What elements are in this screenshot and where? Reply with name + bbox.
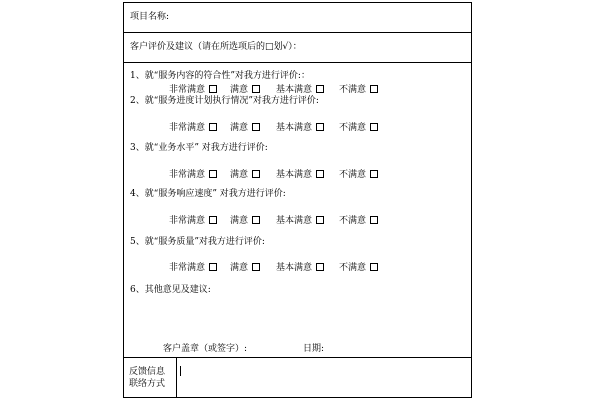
checkbox-icon[interactable]	[316, 170, 324, 178]
checkbox-icon[interactable]	[316, 85, 324, 93]
questions-section	[124, 63, 471, 358]
contact-method-label: 联络方式	[129, 379, 166, 389]
q3-option-unsatisfied[interactable]	[339, 167, 378, 180]
question-2-label: 2、就“服务进度计划执行情况”对我方进行评价:	[130, 96, 319, 106]
checkbox-icon[interactable]	[209, 85, 217, 93]
q2-option-very-satisfied[interactable]	[169, 120, 217, 133]
checkbox-icon[interactable]	[209, 170, 217, 178]
q4-option-satisfied[interactable]	[230, 213, 260, 226]
option-label: 非常满意	[169, 263, 206, 273]
q3-option-basically-satisfied[interactable]	[276, 167, 324, 180]
question-3-label: 3、就“业务水平” 对我方进行评价:	[130, 143, 268, 153]
feedback-info-label: 反馈信息	[129, 367, 166, 377]
q5-option-basically-satisfied[interactable]	[276, 260, 324, 273]
evaluation-title-row	[124, 33, 471, 63]
option-label: 满意	[230, 263, 249, 273]
customer-feedback-form	[123, 2, 472, 398]
option-label: 满意	[230, 85, 249, 95]
q3-option-very-satisfied[interactable]	[169, 167, 217, 180]
option-label: 不满意	[339, 263, 367, 273]
checkbox-icon[interactable]	[209, 123, 217, 131]
checkbox-icon[interactable]	[252, 85, 260, 93]
checkbox-icon[interactable]	[209, 263, 217, 271]
checkbox-icon[interactable]	[316, 123, 324, 131]
option-label: 基本满意	[276, 216, 313, 226]
customer-stamp-label: 客户盖章（或签字）:	[163, 344, 248, 354]
option-label: 不满意	[339, 85, 367, 95]
evaluation-title: 客户评价及建议（请在所选项后的□划√）：	[130, 42, 302, 52]
option-label: 非常满意	[169, 216, 206, 226]
q1-option-satisfied[interactable]	[230, 82, 260, 95]
option-label: 基本满意	[276, 85, 313, 95]
option-label: 非常满意	[169, 85, 206, 95]
question-5-label: 5、就“服务质量”对我方进行评价:	[130, 237, 265, 247]
option-label: 满意	[230, 123, 249, 133]
checkbox-icon[interactable]	[316, 216, 324, 224]
q5-option-unsatisfied[interactable]	[339, 260, 378, 273]
q4-option-unsatisfied[interactable]	[339, 213, 378, 226]
question-1-label: 1、就“服务内容的符合性”对我方进行评价:：	[130, 71, 310, 81]
project-name-row	[124, 3, 471, 33]
option-label: 满意	[230, 216, 249, 226]
q4-option-basically-satisfied[interactable]	[276, 213, 324, 226]
checkbox-icon[interactable]	[209, 216, 217, 224]
project-name-label: 项目名称:	[130, 12, 170, 22]
q1-option-very-satisfied[interactable]	[169, 82, 217, 95]
checkbox-icon[interactable]	[370, 216, 378, 224]
checkbox-icon[interactable]	[370, 85, 378, 93]
option-label: 满意	[230, 170, 249, 180]
option-label: 非常满意	[169, 123, 206, 133]
date-label: 日期:	[303, 344, 325, 354]
q4-option-very-satisfied[interactable]	[169, 213, 217, 226]
option-label: 基本满意	[276, 263, 313, 273]
option-label: 不满意	[339, 216, 367, 226]
checkbox-icon[interactable]	[252, 216, 260, 224]
q2-option-unsatisfied[interactable]	[339, 120, 378, 133]
q3-option-satisfied[interactable]	[230, 167, 260, 180]
checkbox-icon[interactable]	[370, 263, 378, 271]
checkbox-icon[interactable]	[252, 170, 260, 178]
feedback-contact-row	[124, 358, 471, 397]
option-label: 不满意	[339, 170, 367, 180]
q5-option-satisfied[interactable]	[230, 260, 260, 273]
column-divider	[176, 358, 177, 397]
option-label: 基本满意	[276, 170, 313, 180]
checkbox-icon[interactable]	[316, 263, 324, 271]
other-suggestions-label: 6、其他意见及建议:	[130, 285, 211, 295]
checkbox-icon[interactable]	[370, 123, 378, 131]
q5-option-very-satisfied[interactable]	[169, 260, 217, 273]
option-label: 非常满意	[169, 170, 206, 180]
text-cursor[interactable]	[180, 366, 181, 376]
option-label: 不满意	[339, 123, 367, 133]
q2-option-basically-satisfied[interactable]	[276, 120, 324, 133]
question-4-label: 4、就“服务响应速度” 对我方进行评价:	[130, 189, 286, 199]
q1-option-basically-satisfied[interactable]	[276, 82, 324, 95]
checkbox-icon[interactable]	[252, 263, 260, 271]
q2-option-satisfied[interactable]	[230, 120, 260, 133]
q1-option-unsatisfied[interactable]	[339, 82, 378, 95]
checkbox-icon[interactable]	[252, 123, 260, 131]
checkbox-icon[interactable]	[370, 170, 378, 178]
option-label: 基本满意	[276, 123, 313, 133]
